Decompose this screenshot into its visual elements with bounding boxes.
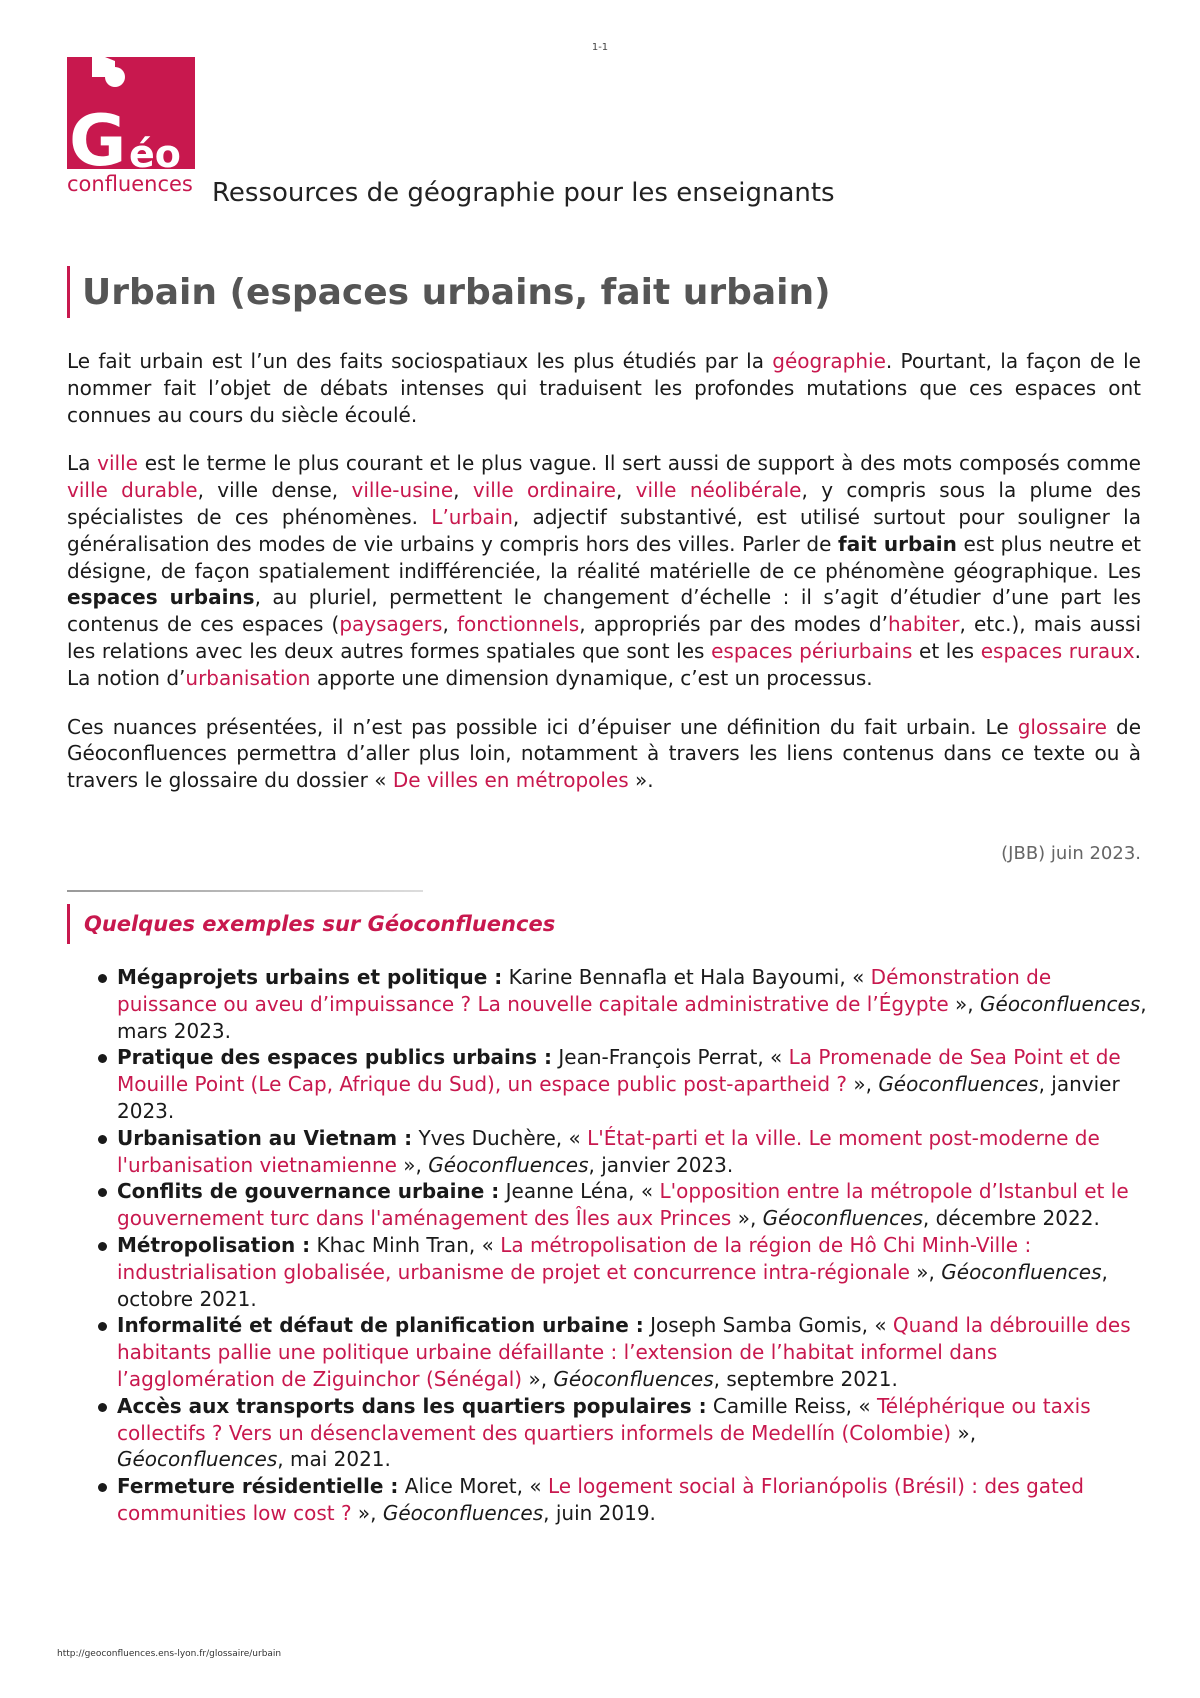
example-topic: Informalité et défaut de planification urbaine : xyxy=(117,1313,644,1338)
example-link[interactable]: La Promenade de Sea Point et de Mouille Point (Le Cap, Afrique du Sud), un espace public post-apartheid ? xyxy=(117,1045,1121,1097)
link-urbanisation[interactable]: urbanisation xyxy=(185,665,311,690)
paragraph-2 xyxy=(67,450,1141,691)
page-title-block xyxy=(67,266,831,318)
example-link[interactable]: Démonstration de puissance ou aveu d’impuissance ? La nouvelle capitale administrative de l’Égypte xyxy=(117,965,1052,1016)
text: . La notion d’ xyxy=(67,638,1141,690)
text: », xyxy=(396,1152,429,1177)
text: Ces nuances présentées, il n’est pas possible ici d’épuiser une définition du fait urbain. Le xyxy=(67,714,1018,739)
text: », xyxy=(731,1206,763,1231)
text: apporte une dimension dynamique, c’est un processus. xyxy=(310,665,873,690)
geoconfluences-logo[interactable] xyxy=(67,57,197,207)
example-link[interactable]: La métropolisation de la région de Hô Chi Minh-Ville : industrialisation globalisée, urbanisme de projet et concurrence intra-régionale xyxy=(117,1232,1032,1284)
text: , xyxy=(615,478,636,503)
list-item xyxy=(117,1393,1147,1473)
text: , ville dense, xyxy=(197,478,352,503)
example-topic: Urbanisation au Vietnam : xyxy=(117,1125,413,1150)
site-tagline: Ressources de géographie pour les enseignants xyxy=(212,178,835,208)
text: », xyxy=(351,1500,383,1525)
example-author: Jeanne Léna, « xyxy=(499,1179,660,1204)
link-fonctionnels[interactable]: fonctionnels xyxy=(456,612,580,637)
text: , appropriés par des modes d’ xyxy=(579,612,888,637)
list-item xyxy=(117,1178,1147,1232)
example-topic: Fermeture résidentielle : xyxy=(117,1474,399,1499)
link-de-villes-en-metropoles[interactable]: De villes en métropoles xyxy=(392,768,629,793)
example-date: , octobre 2021. xyxy=(117,1259,1108,1311)
examples-heading-block xyxy=(67,904,555,944)
list-item xyxy=(117,1232,1147,1312)
text: Le fait urbain est l’un des faits sociospatiaux les plus étudiés par la xyxy=(67,349,773,373)
link-habiter[interactable]: habiter xyxy=(887,612,960,637)
example-author: Joseph Samba Gomis, « xyxy=(643,1313,893,1338)
example-author: Jean-François Perrat, « xyxy=(552,1045,789,1070)
list-item xyxy=(117,1044,1147,1124)
text: , xyxy=(442,612,457,637)
example-author: Alice Moret, « xyxy=(398,1474,548,1499)
text: », xyxy=(951,1420,977,1445)
text: , xyxy=(453,478,473,503)
example-date: , mai 2021. xyxy=(277,1447,391,1472)
example-date: , décembre 2022. xyxy=(922,1206,1100,1231)
example-date: , janvier 2023. xyxy=(588,1152,734,1177)
logo-wordmark: confluences xyxy=(67,172,193,196)
link-urbain[interactable]: L’urbain xyxy=(431,504,513,529)
text: . Pourtant, la façon de le nommer fait l’objet de débats intenses qui traduisent les profondes mutations que ces espaces ont connues au cours du siècle écoulé. xyxy=(67,349,1141,427)
example-journal: Géoconfluences xyxy=(382,1500,544,1525)
example-author: Camille Reiss, « xyxy=(706,1393,877,1418)
link-ville-usine[interactable]: ville-usine xyxy=(351,478,454,503)
list-item xyxy=(117,1312,1147,1392)
text: », xyxy=(948,991,981,1016)
example-link[interactable]: Le logement social à Florianópolis (Brésil) : des gated communities low cost ? xyxy=(117,1474,1084,1525)
signature: (JBB) juin 2023. xyxy=(1001,843,1141,864)
text: et les xyxy=(912,638,981,663)
link-ville-neoliberale[interactable]: ville néolibérale xyxy=(635,478,802,503)
link-geographie[interactable]: géographie xyxy=(772,349,886,373)
link-ville[interactable]: ville xyxy=(97,451,138,476)
link-ville-durable[interactable]: ville durable xyxy=(67,478,198,503)
text: est le terme le plus courant et le plus vague. Il sert aussi de support à des mots composés comme xyxy=(137,451,1141,476)
list-item xyxy=(117,1473,1147,1527)
example-date: , mars 2023. xyxy=(117,991,1147,1043)
example-date: , janvier 2023. xyxy=(117,1072,1120,1123)
text: ». xyxy=(628,768,654,793)
link-paysagers[interactable]: paysagers xyxy=(339,612,443,637)
page-title: Urbain (espaces urbains, fait urbain) xyxy=(82,271,831,313)
example-journal: Géoconfluences xyxy=(553,1366,714,1391)
link-ville-ordinaire[interactable]: ville ordinaire xyxy=(472,478,616,503)
example-journal: Géoconfluences xyxy=(878,1072,1039,1097)
example-journal: Géoconfluences xyxy=(428,1152,589,1177)
link-espaces-periurbains[interactable]: espaces périurbains xyxy=(711,638,913,663)
text: , y compris sous la plume des spécialistes de ces phénomènes. xyxy=(67,478,1142,529)
footer-url: http://geoconfluences.ens-lyon.fr/glossaire/urbain xyxy=(57,1649,282,1659)
text: , au pluriel, permettent le changement d’échelle : il s’agit d’étudier d’une part les contenus de ces espaces ( xyxy=(67,585,1141,637)
text: », xyxy=(847,1072,879,1097)
examples-list xyxy=(117,964,1147,1527)
example-link[interactable]: Téléphérique ou taxis collectifs ? Vers un désenclavement des quartiers informels de Medellín (Colombie) xyxy=(117,1393,1091,1445)
text: , adjectif substantivé, est utilisé surtout pour souligner la généralisation des modes de vie urbains y compris hors des villes. Parler de xyxy=(67,504,1141,556)
example-date: , juin 2019. xyxy=(543,1500,656,1525)
link-glossaire[interactable]: glossaire xyxy=(1017,714,1107,739)
text: est plus neutre et désigne, de façon spatialement indifférenciée, la réalité matérielle de ce phénomène géographique. Les xyxy=(67,531,1141,583)
example-topic: Accès aux transports dans les quartiers populaires : xyxy=(117,1393,707,1418)
example-topic: Conflits de gouvernance urbaine : xyxy=(117,1179,500,1204)
text: », xyxy=(909,1259,942,1284)
text: de Géoconfluences permettra d’aller plus loin, notamment à travers les liens contenus dans ce texte ou à travers le glossaire du dossier « xyxy=(67,714,1141,793)
svg-text:éo: éo xyxy=(129,132,181,176)
list-item xyxy=(117,964,1147,1044)
example-topic: Métropolisation : xyxy=(117,1232,311,1257)
bold-term: espaces urbains xyxy=(67,585,255,610)
example-author: Yves Duchère, « xyxy=(412,1125,588,1150)
example-date: , septembre 2021. xyxy=(713,1366,898,1391)
example-author: Khac Minh Tran, « xyxy=(310,1232,501,1257)
example-journal: Géoconfluences xyxy=(941,1259,1102,1284)
text: La xyxy=(67,451,98,476)
example-topic: Pratique des espaces publics urbains : xyxy=(117,1045,553,1070)
paragraph-3 xyxy=(67,714,1141,794)
example-journal: Géoconfluences xyxy=(117,1447,278,1472)
example-topic: Mégaprojets urbains et politique : xyxy=(117,965,503,989)
example-link[interactable]: L'opposition entre la métropole d’Istanbul et le gouvernement turc dans l'aménagement des Îles aux Princes xyxy=(117,1179,1129,1231)
example-link[interactable]: Quand la débrouille des habitants pallie une politique urbaine défaillante : l’extension de l’habitat informel dans l’agglomération de Ziguinchor (Sénégal) xyxy=(117,1313,1131,1391)
example-journal: Géoconfluences xyxy=(762,1206,923,1231)
example-link[interactable]: L'État-parti et la ville. Le moment post-moderne de l'urbanisation vietnamienne xyxy=(117,1125,1100,1177)
text: », xyxy=(522,1366,554,1391)
link-espaces-ruraux[interactable]: espaces ruraux xyxy=(980,638,1135,663)
paragraph-1 xyxy=(67,348,1141,428)
bold-term: fait urbain xyxy=(838,531,957,556)
examples-heading: Quelques exemples sur Géoconfluences xyxy=(84,912,556,936)
example-author: Karine Bennafla et Hala Bayoumi, « xyxy=(502,965,871,989)
section-divider xyxy=(67,890,423,892)
article-body xyxy=(67,348,1141,816)
svg-text:G: G xyxy=(69,100,127,182)
list-item xyxy=(117,1125,1147,1179)
example-journal: Géoconfluences xyxy=(980,991,1141,1016)
page-number: 1-1 xyxy=(591,42,609,53)
text: , etc.), mais aussi les relations avec les deux autres formes spatiales que sont les xyxy=(67,612,1142,663)
